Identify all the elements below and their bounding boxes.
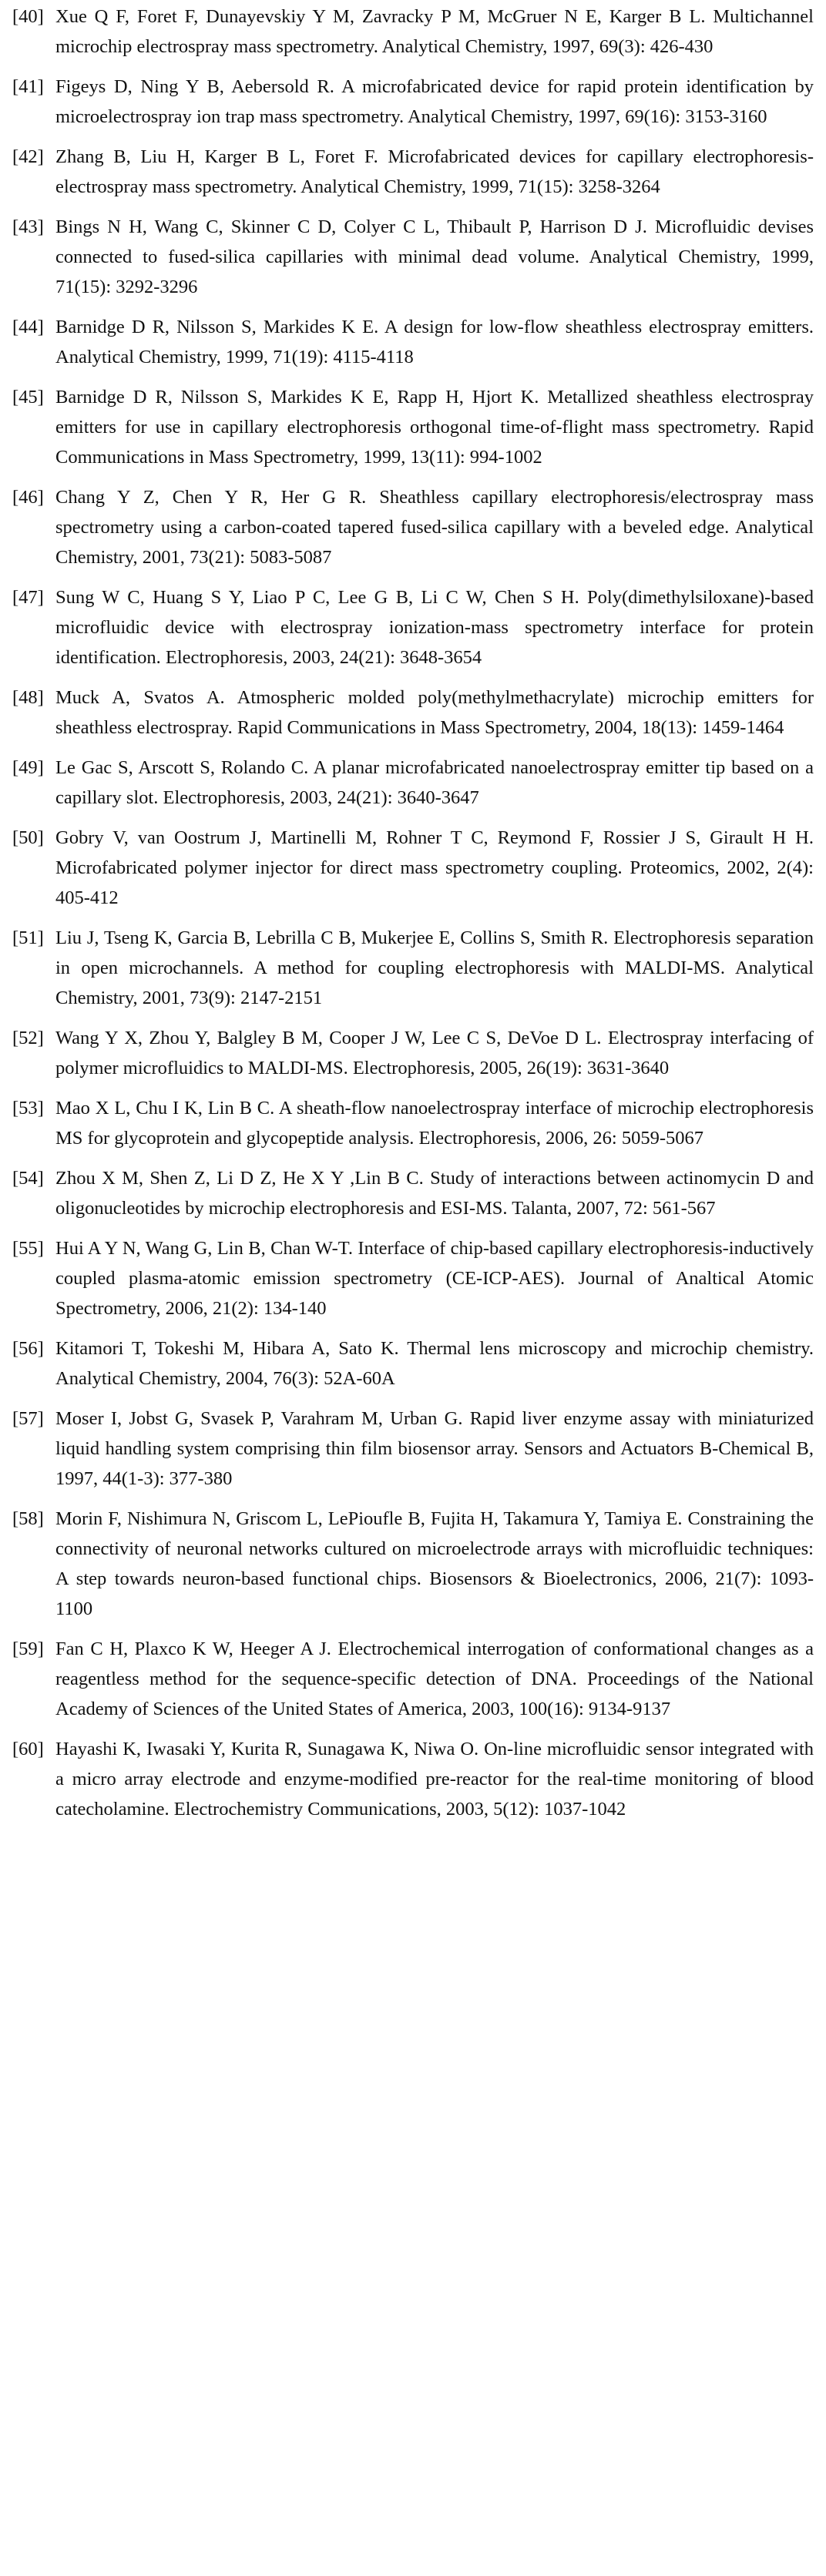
reference-item [12, 582, 814, 673]
reference-number: [41] [12, 76, 44, 97]
reference-number: [45] [12, 387, 44, 408]
reference-text: Figeys D, Ning Y B, Aebersold R. A microfabricated device for rapid protein identification by microelectrospray ion trap mass spectrometry. Analytical Chemistry, 1997, 69(16): 3153-3160 [55, 76, 814, 127]
reference-text: Le Gac S, Arscott S, Rolando C. A planar microfabricated nanoelectrospray emitter tip based on a capillary slot. Electrophoresis, 2003, 24(21): 3640-3647 [55, 757, 814, 808]
reference-text: Barnidge D R, Nilsson S, Markides K E. A design for low-flow sheathless electrospray emitters. Analytical Chemistry, 1999, 71(19): 4115-4118 [55, 317, 814, 367]
reference-item [12, 1233, 814, 1323]
reference-item [12, 823, 814, 913]
reference-text: Fan C H, Plaxco K W, Heeger A J. Electrochemical interrogation of conformational changes as a reagentless method for the sequence-specific detection of DNA. Proceedings of the National Academy of Sciences of the United States of America, 2003, 100(16): 9134-9137 [55, 1639, 814, 1719]
reference-number: [46] [12, 487, 44, 508]
reference-item [12, 2, 814, 62]
reference-text: Zhou X M, Shen Z, Li D Z, He X Y ,Lin B C. Study of interactions between actinomycin D and oligonucleotides by microchip electrophoresis and ESI-MS. Talanta, 2007, 72: 561-567 [55, 1168, 814, 1219]
reference-item [12, 1163, 814, 1223]
reference-number: [44] [12, 317, 44, 337]
reference-number: [40] [12, 6, 44, 27]
reference-text: Mao X L, Chu I K, Lin B C. A sheath-flow nanoelectrospray interface of microchip electrophoresis MS for glycoprotein and glycopeptide analysis. Electrophoresis, 2006, 26: 5059-5067 [55, 1098, 814, 1149]
reference-number: [52] [12, 1028, 44, 1048]
reference-number: [59] [12, 1639, 44, 1659]
reference-text: Gobry V, van Oostrum J, Martinelli M, Rohner T C, Reymond F, Rossier J S, Girault H H. Microfabricated polymer injector for direct mass spectrometry coupling. Proteomics, 2002, 2(4): 405-412 [55, 827, 814, 908]
reference-item [12, 1333, 814, 1394]
reference-text: Barnidge D R, Nilsson S, Markides K E, Rapp H, Hjort K. Metallized sheathless electrospray emitters for use in capillary electrophoresis orthogonal time-of-flight mass spectrometry. Rapid Communications in Mass Spectrometry, 1999, 13(11): 994-1002 [55, 387, 814, 468]
reference-item [12, 312, 814, 372]
reference-number: [56] [12, 1338, 44, 1359]
reference-number: [48] [12, 687, 44, 708]
reference-text: Liu J, Tseng K, Garcia B, Lebrilla C B, Mukerjee E, Collins S, Smith R. Electrophoresis separation in open microchannels. A method for coupling electrophoresis with MALDI-MS. Analytical Chemistry, 2001, 73(9): 2147-2151 [55, 927, 814, 1008]
reference-text: Kitamori T, Tokeshi M, Hibara A, Sato K. Thermal lens microscopy and microchip chemistry. Analytical Chemistry, 2004, 76(3): 52A-60A [55, 1338, 814, 1389]
reference-text: Sung W C, Huang S Y, Liao P C, Lee G B, Li C W, Chen S H. Poly(dimethylsiloxane)-based microfluidic device with electrospray ionization-mass spectrometry interface for protein identification. Electrophoresis, 2003, 24(21): 3648-3654 [55, 587, 814, 668]
reference-item [12, 1093, 814, 1153]
reference-item [12, 1734, 814, 1824]
reference-item [12, 923, 814, 1013]
reference-number: [60] [12, 1739, 44, 1759]
reference-item [12, 1023, 814, 1083]
reference-text: Chang Y Z, Chen Y R, Her G R. Sheathless capillary electrophoresis/electrospray mass spectrometry using a carbon-coated tapered fused-silica capillary with a beveled edge. Analytical Chemistry, 2001, 73(21): 5083-5087 [55, 487, 814, 568]
reference-item [12, 1634, 814, 1724]
reference-item [12, 482, 814, 572]
reference-item [12, 1504, 814, 1624]
reference-text: Hayashi K, Iwasaki Y, Kurita R, Sunagawa K, Niwa O. On-line microfluidic sensor integrated with a micro array electrode and enzyme-modified pre-reactor for the real-time monitoring of blood catecholamine. Electrochemistry Communications, 2003, 5(12): 1037-1042 [55, 1739, 814, 1820]
reference-item [12, 753, 814, 813]
reference-text: Xue Q F, Foret F, Dunayevskiy Y M, Zavracky P M, McGruer N E, Karger B L. Multichannel microchip electrospray mass spectrometry. Analytical Chemistry, 1997, 69(3): 426-430 [55, 6, 814, 57]
reference-text: Moser I, Jobst G, Svasek P, Varahram M, Urban G. Rapid liver enzyme assay with miniaturized liquid handling system comprising thin film biosensor array. Sensors and Actuators B-Chemical B, 1997, 44(1-3): 377-380 [55, 1408, 814, 1489]
reference-number: [57] [12, 1408, 44, 1429]
reference-number: [58] [12, 1508, 44, 1529]
reference-text: Muck A, Svatos A. Atmospheric molded poly(methylmethacrylate) microchip emitters for sheathless electrospray. Rapid Communications in Mass Spectrometry, 2004, 18(13): 1459-1464 [55, 687, 814, 738]
reference-number: [51] [12, 927, 44, 948]
reference-text: Wang Y X, Zhou Y, Balgley B M, Cooper J W, Lee C S, DeVoe D L. Electrospray interfacing of polymer microfluidics to MALDI-MS. Electrophoresis, 2005, 26(19): 3631-3640 [55, 1028, 814, 1078]
reference-number: [42] [12, 146, 44, 167]
reference-item [12, 212, 814, 302]
reference-text: Zhang B, Liu H, Karger B L, Foret F. Microfabricated devices for capillary electrophoresis-electrospray mass spectrometry. Analytical Chemistry, 1999, 71(15): 3258-3264 [55, 146, 814, 197]
reference-list [12, 2, 814, 1824]
reference-number: [43] [12, 216, 44, 237]
reference-text: Morin F, Nishimura N, Griscom L, LePioufle B, Fujita H, Takamura Y, Tamiya E. Constraining the connectivity of neuronal networks cultured on microelectrode arrays with microfluidic techniques: A step towards neuron-based functional chips. Biosensors & Bioelectronics, 2006, 21(7): 1093-1100 [55, 1508, 814, 1619]
reference-number: [53] [12, 1098, 44, 1119]
reference-number: [49] [12, 757, 44, 778]
reference-number: [47] [12, 587, 44, 608]
reference-item [12, 142, 814, 202]
reference-number: [54] [12, 1168, 44, 1189]
reference-item [12, 72, 814, 132]
reference-number: [55] [12, 1238, 44, 1259]
reference-text: Bings N H, Wang C, Skinner C D, Colyer C L, Thibault P, Harrison D J. Microfluidic devises connected to fused-silica capillaries with minimal dead volume. Analytical Chemistry, 1999, 71(15): 3292-3296 [55, 216, 814, 297]
reference-item [12, 382, 814, 472]
reference-item [12, 683, 814, 743]
reference-text: Hui A Y N, Wang G, Lin B, Chan W-T. Interface of chip-based capillary electrophoresis-inductively coupled plasma-atomic emission spectrometry (CE-ICP-AES). Journal of Analtical Atomic Spectrometry, 2006, 21(2): 134-140 [55, 1238, 814, 1319]
reference-number: [50] [12, 827, 44, 848]
reference-item [12, 1404, 814, 1494]
